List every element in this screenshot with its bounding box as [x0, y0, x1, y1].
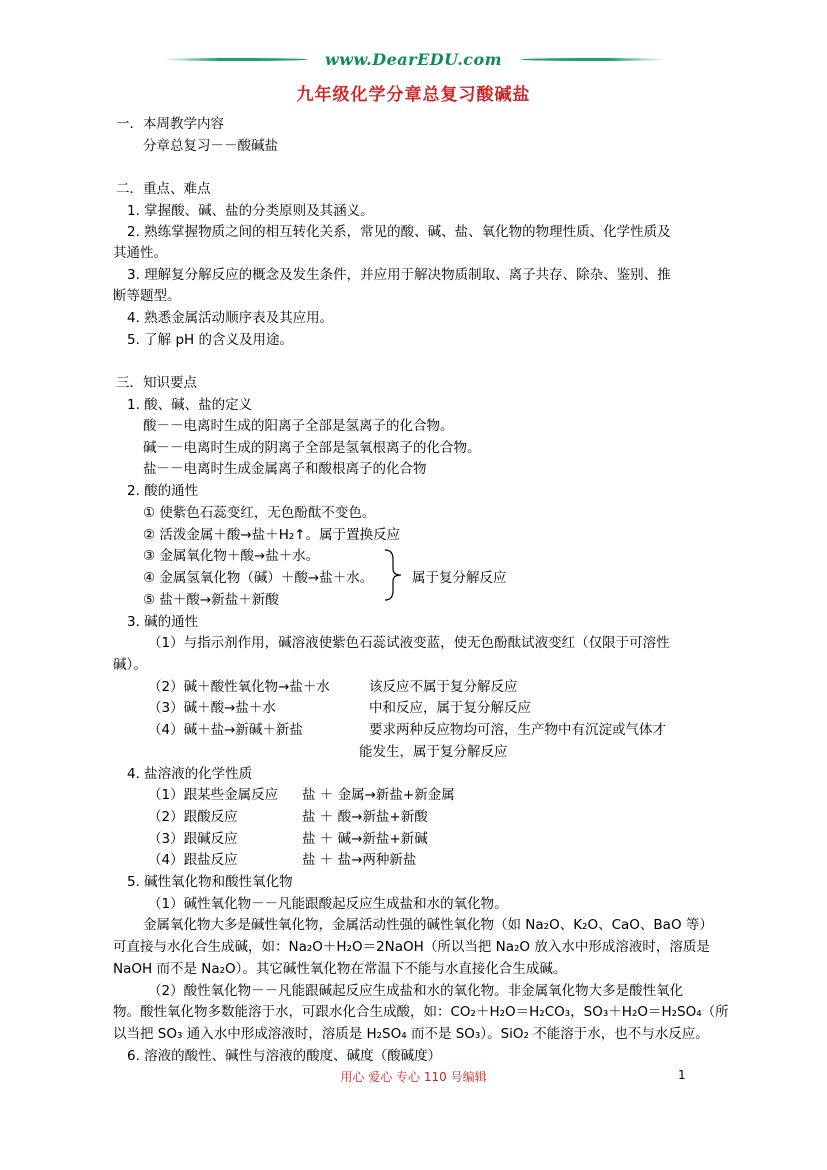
- page-number: 1: [678, 1068, 686, 1082]
- text-line: 属于复分解反应: [412, 570, 507, 586]
- text-line: 断等题型。: [113, 288, 181, 304]
- text-line: 5. 了解 pH 的含义及用途。: [127, 332, 293, 348]
- text-line: ② 活泼金属＋酸→盐＋H₂↑。属于置换反应: [143, 527, 401, 543]
- text-line: ④ 金属氢氧化物（碱）＋酸→盐＋水。: [143, 570, 374, 586]
- site-url[interactable]: www.DearEDU.com: [324, 50, 503, 69]
- text-line: （4）碱＋盐→新碱＋新盐: [148, 722, 303, 738]
- text-line: 盐 ＋ 金属→新盐+新金属: [302, 787, 455, 803]
- text-line: 其通性。: [113, 245, 167, 261]
- text-line: 金属氧化物大多是碱性氧化物，金属活动性强的碱性氧化物（如 Na₂O、K₂O、CaO、BaO 等）: [143, 917, 713, 933]
- text-line: 中和反应，属于复分解反应: [369, 700, 531, 716]
- text-line: （4）跟盐反应: [148, 852, 238, 868]
- text-line: 盐 ＋ 酸→新盐+新酸: [302, 809, 428, 825]
- page-title: 九年级化学分章总复习酸碱盐: [296, 85, 531, 105]
- text-line: 三．知识要点: [116, 375, 197, 391]
- text-line: （1）与指示剂作用，碱溶液使紫色石蕊试液变蓝，使无色酚酞试液变红（仅限于可溶性: [148, 635, 670, 651]
- text-line: （3）碱＋酸→盐＋水: [148, 700, 276, 716]
- text-line: 1. 掌握酸、碱、盐的分类原则及其涵义。: [127, 203, 374, 219]
- text-line: 5. 碱性氧化物和酸性氧化物: [127, 874, 293, 890]
- text-line: 以当把 SO₃ 通入水中形成溶液时，溶质是 H₂SO₄ 而不是 SO₃）。SiO₂ 不能溶于水，也不与水反应。: [113, 1026, 709, 1042]
- text-line: （1）跟某些金属反应: [148, 787, 279, 803]
- text-line: NaOH 而不是 Na₂O）。其它碱性氧化物在常温下不能与水直接化合生成碱。: [113, 961, 567, 977]
- text-line: 盐 ＋ 碱→新盐+新碱: [302, 831, 428, 847]
- text-line: 3. 碱的通性: [127, 614, 199, 630]
- text-line: 碱）。: [113, 657, 147, 673]
- brace-icon: [383, 549, 405, 601]
- text-line: （3）跟碱反应: [148, 831, 238, 847]
- text-line: 4. 熟悉金属活动顺序表及其应用。: [127, 310, 334, 326]
- text-line: 2. 酸的通性: [127, 483, 199, 499]
- text-line: ⑤ 盐＋酸→新盐＋新酸: [143, 592, 279, 608]
- text-line: 3. 理解复分解反应的概念及发生条件，并应用于解决物质制取、离子共存、除杂、鉴别、推: [127, 267, 671, 283]
- text-line: 6. 溶液的酸性、碱性与溶液的酸度、碱度（酸碱度）: [127, 1048, 442, 1064]
- text-line: 1. 酸、碱、盐的定义: [127, 397, 253, 413]
- text-line: 2. 熟练掌握物质之间的相互转化关系，常见的酸、碱、盐、氧化物的物理性质、化学性质及: [127, 224, 671, 240]
- text-line: ③ 金属氧化物＋酸→盐＋水。: [143, 548, 320, 564]
- text-line: （2）酸性氧化物－－凡能跟碱起反应生成盐和水的氧化物。非金属氧化物大多是酸性氧化: [148, 983, 684, 999]
- text-line: （2）碱＋酸性氧化物→盐＋水: [148, 679, 330, 695]
- text-line: 要求两种反应物均可溶，生产物中有沉淀或气体才: [369, 722, 666, 738]
- text-line: 盐－－电离时生成金属离子和酸根离子的化合物: [143, 461, 427, 477]
- text-line: 一．本周教学内容: [116, 116, 224, 132]
- text-line: 4. 盐溶液的化学性质: [127, 766, 253, 782]
- text-line: 盐 ＋ 盐→两种新盐: [302, 852, 417, 868]
- text-line: 碱－－电离时生成的阴离子全部是氢氧根离子的化合物。: [143, 440, 481, 456]
- text-line: ① 使紫色石蕊变红，无色酚酞不变色。: [143, 505, 376, 521]
- text-line: 可直接与水化合生成碱，如：Na₂O＋H₂O＝2NaOH（所以当把 Na₂O 放入水中形成溶液时，溶质是: [113, 939, 710, 955]
- text-line: 酸－－电离时生成的阳离子全部是氢离子的化合物。: [143, 418, 454, 434]
- text-line: 物。酸性氧化物多数能溶于水，可跟水化合生成酸，如：CO₂＋H₂O＝H₂CO₃，SO₃＋H₂O＝H₂SO₄（所: [113, 1004, 729, 1020]
- footer-text: 用心 爱心 专心 110 号编辑: [340, 1070, 487, 1084]
- text-line: 能发生，属于复分解反应: [359, 744, 508, 760]
- text-line: （1）碱性氧化物－－凡能跟酸起反应生成盐和水的氧化物。: [148, 896, 508, 912]
- text-line: （2）跟酸反应: [148, 809, 238, 825]
- text-line: 该反应不属于复分解反应: [369, 679, 518, 695]
- text-line: 分章总复习－－酸碱盐: [143, 138, 278, 154]
- text-line: 二．重点、难点: [116, 181, 211, 197]
